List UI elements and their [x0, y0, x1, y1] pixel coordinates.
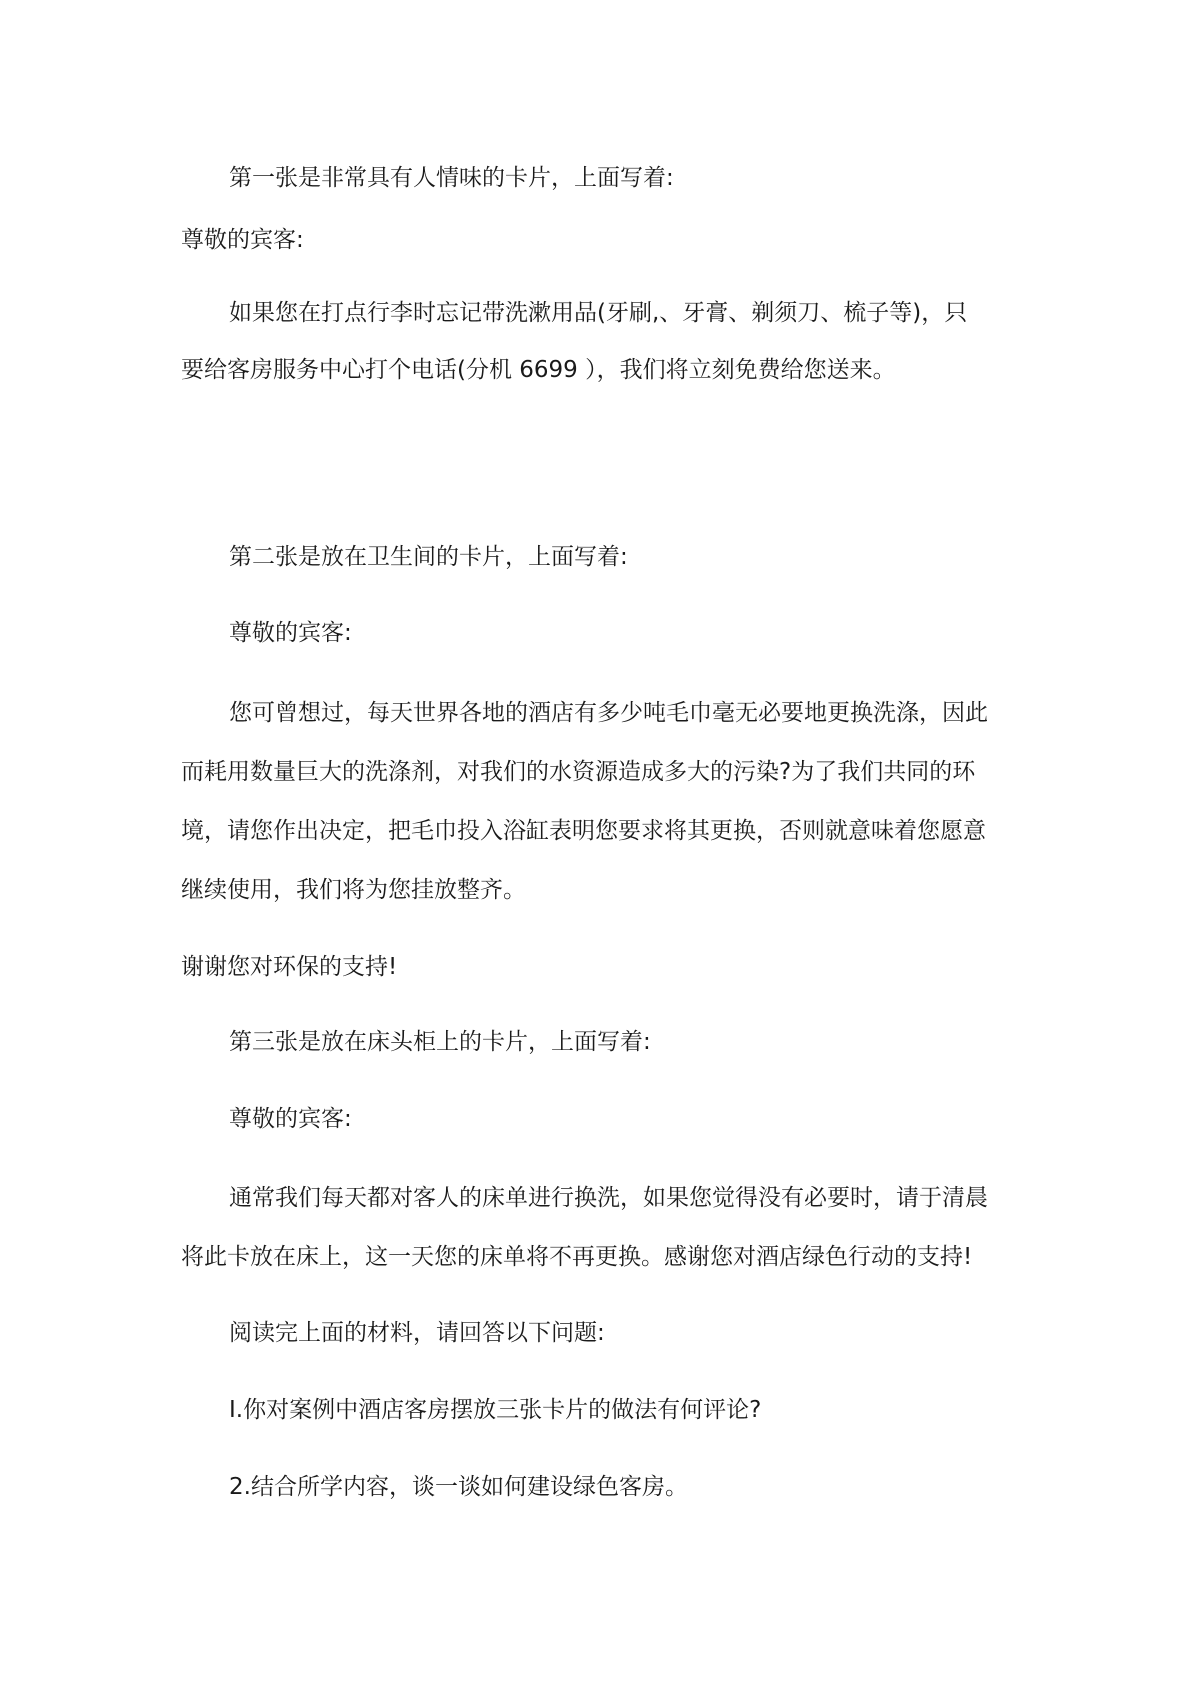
card-one-body-line-2: 要给客房服务中心打个电话(分机 6699 ），我们将立刻免费给您送来。 [181, 357, 896, 383]
card-one-salutation: 尊敬的宾客: [181, 227, 304, 253]
card-three-salutation: 尊敬的宾客: [229, 1106, 352, 1132]
card-two-salutation: 尊敬的宾客: [229, 620, 352, 646]
card-two-body-line-3: 境，请您作出决定，把毛巾投入浴缸表明您要求将其更换，否则就意味着您愿意 [181, 818, 986, 844]
question-1: I.你对案例中酒店客房摆放三张卡片的做法有何评论? [229, 1397, 762, 1423]
card-three-body-line-1: 通常我们每天都对客人的床单进行换洗，如果您觉得没有必要时，请于清晨 [229, 1185, 988, 1211]
card-two-body-line-4: 继续使用，我们将为您挂放整齐。 [181, 877, 526, 903]
card-three-intro: 第三张是放在床头柜上的卡片，上面写着: [229, 1029, 651, 1055]
question-2: 2.结合所学内容，谈一谈如何建设绿色客房。 [229, 1474, 688, 1500]
card-one-body-line-1: 如果您在打点行李时忘记带洗漱用品(牙刷,、牙膏、剃须刀、梳子等)，只 [229, 300, 968, 326]
card-one-intro: 第一张是非常具有人情味的卡片，上面写着: [229, 165, 674, 191]
card-three-body-line-2: 将此卡放在床上，这一天您的床单将不再更换。感谢您对酒店绿色行动的支持! [181, 1244, 973, 1270]
card-two-intro: 第二张是放在卫生间的卡片，上面写着: [229, 544, 628, 570]
card-two-body-line-2: 而耗用数量巨大的洗涤剂，对我们的水资源造成多大的污染?为了我们共同的环 [181, 759, 976, 785]
card-two-closing: 谢谢您对环保的支持! [181, 954, 398, 980]
card-two-body-line-1: 您可曾想过，每天世界各地的酒店有多少吨毛巾毫无必要地更换洗涤，因此 [229, 700, 988, 726]
questions-intro: 阅读完上面的材料，请回答以下问题: [229, 1320, 605, 1346]
